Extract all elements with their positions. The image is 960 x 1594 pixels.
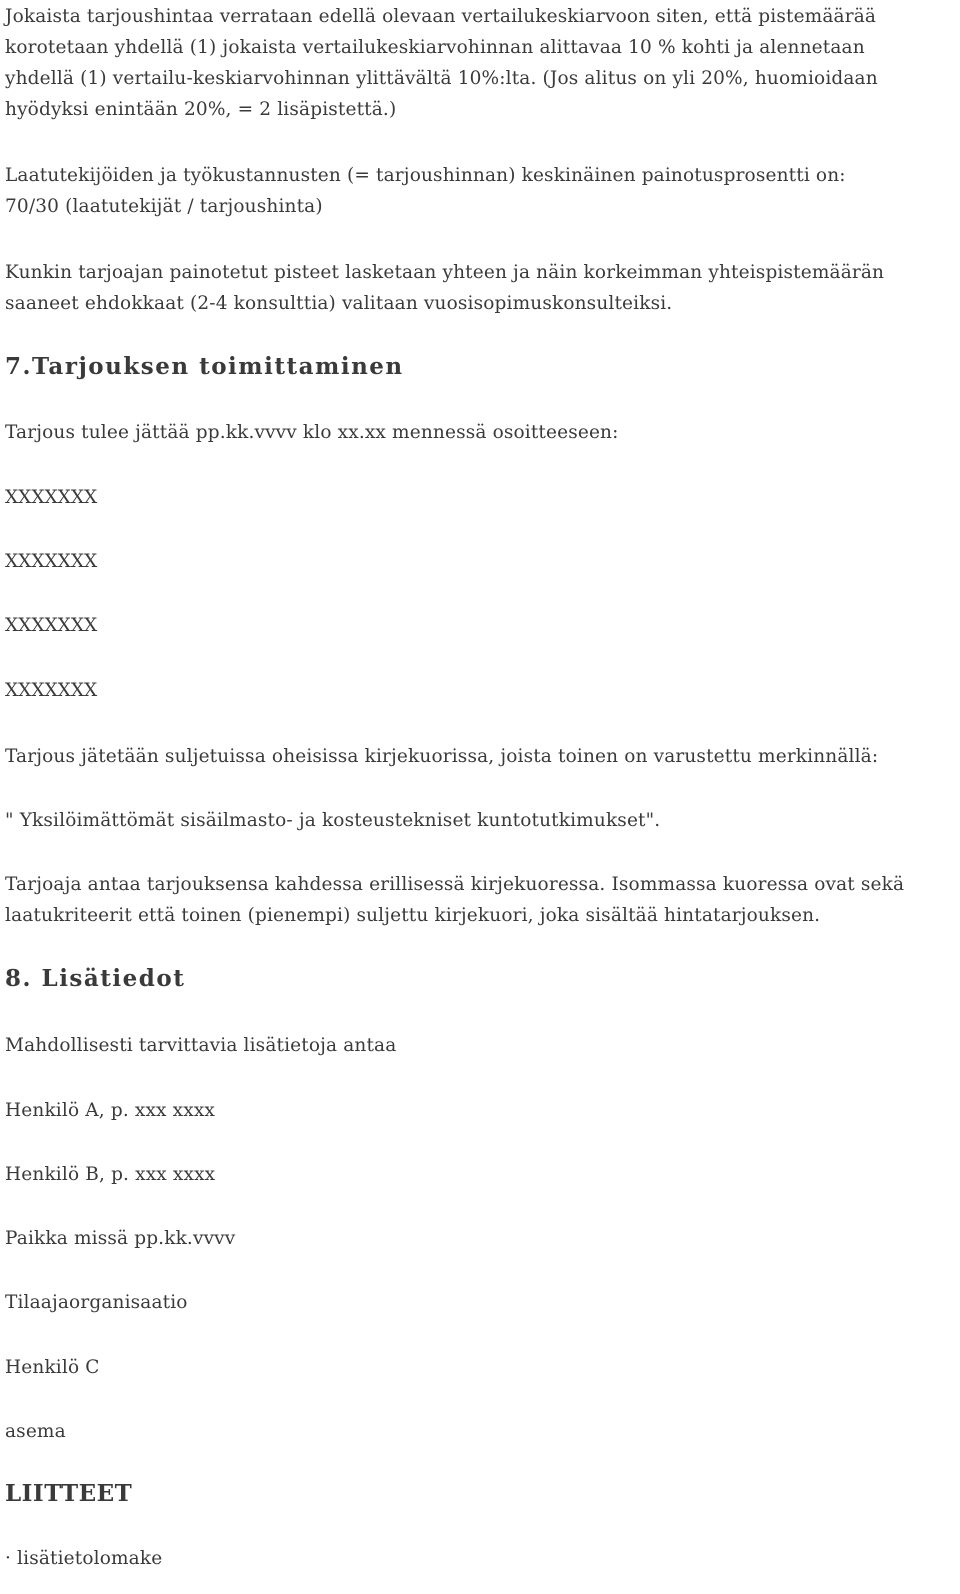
text-line: korotetaan yhdellä (1) jokaista vertailukeskiarvohinnan alittavaa 10 % kohti ja alennetaan <box>5 37 865 58</box>
address-line: XXXXXXX <box>5 487 98 508</box>
two-envelopes-paragraph <box>5 869 904 931</box>
signer-position: asema <box>5 1421 66 1442</box>
text-line: saaneet ehdokkaat (2-4 konsulttia) valitaan vuosisopimuskonsulteiksi. <box>5 293 673 314</box>
text-line: yhdellä (1) vertailu-keskiarvohinnan ylittävältä 10%:lta. (Jos alitus on yli 20%, huomioidaan <box>5 68 878 89</box>
text-line: Laatutekijöiden ja työkustannusten (= tarjoushinnan) keskinäinen painotusprosentti on: <box>5 165 846 186</box>
info-text: Mahdollisesti tarvittavia lisätietoja antaa <box>5 1035 397 1056</box>
text-line: Jokaista tarjoushintaa verrataan edellä olevaan vertailukeskiarvoon siten, että pistemäärää <box>5 6 877 27</box>
address-line: XXXXXXX <box>5 551 98 572</box>
text-line: 70/30 (laatutekijät / tarjoushinta) <box>5 196 323 217</box>
section-7-heading: 7.Tarjouksen toimittaminen <box>5 353 404 380</box>
attachment-item: · lisätietolomake <box>5 1548 163 1569</box>
address-line: XXXXXXX <box>5 680 98 701</box>
selection-paragraph <box>5 257 884 319</box>
place-date: Paikka missä pp.kk.vvvv <box>5 1228 236 1249</box>
envelope-text: Tarjous jätetään suljetuissa oheisissa kirjekuorissa, joista toinen on varustettu merkinnällä: <box>5 746 879 767</box>
address-line: XXXXXXX <box>5 615 98 636</box>
intro-paragraph <box>5 1 878 125</box>
text-line: laatukriteerit että toinen (pienempi) suljettu kirjekuori, joka sisältää hintatarjouksen. <box>5 905 821 926</box>
attachments-heading: LIITTEET <box>5 1480 133 1507</box>
section-8-heading: 8. Lisätiedot <box>5 965 186 992</box>
organisation-name: Tilaajaorganisaatio <box>5 1292 188 1313</box>
deadline-text: Tarjous tulee jättää pp.kk.vvvv klo xx.xx mennessä osoitteeseen: <box>5 422 619 443</box>
weighting-paragraph <box>5 160 846 222</box>
signer-name: Henkilö C <box>5 1357 100 1378</box>
marking-text: " Yksilöimättömät sisäilmasto- ja kosteustekniset kuntotutkimukset". <box>5 810 661 831</box>
contact-person-b: Henkilö B, p. xxx xxxx <box>5 1164 216 1185</box>
contact-person-a: Henkilö A, p. xxx xxxx <box>5 1100 215 1121</box>
text-line: hyödyksi enintään 20%, = 2 lisäpistettä.) <box>5 99 397 120</box>
text-line: Tarjoaja antaa tarjouksensa kahdessa erillisessä kirjekuoressa. Isommassa kuoressa ovat sekä <box>5 874 905 895</box>
text-line: Kunkin tarjoajan painotetut pisteet lasketaan yhteen ja näin korkeimman yhteispistemäärän <box>5 262 885 283</box>
